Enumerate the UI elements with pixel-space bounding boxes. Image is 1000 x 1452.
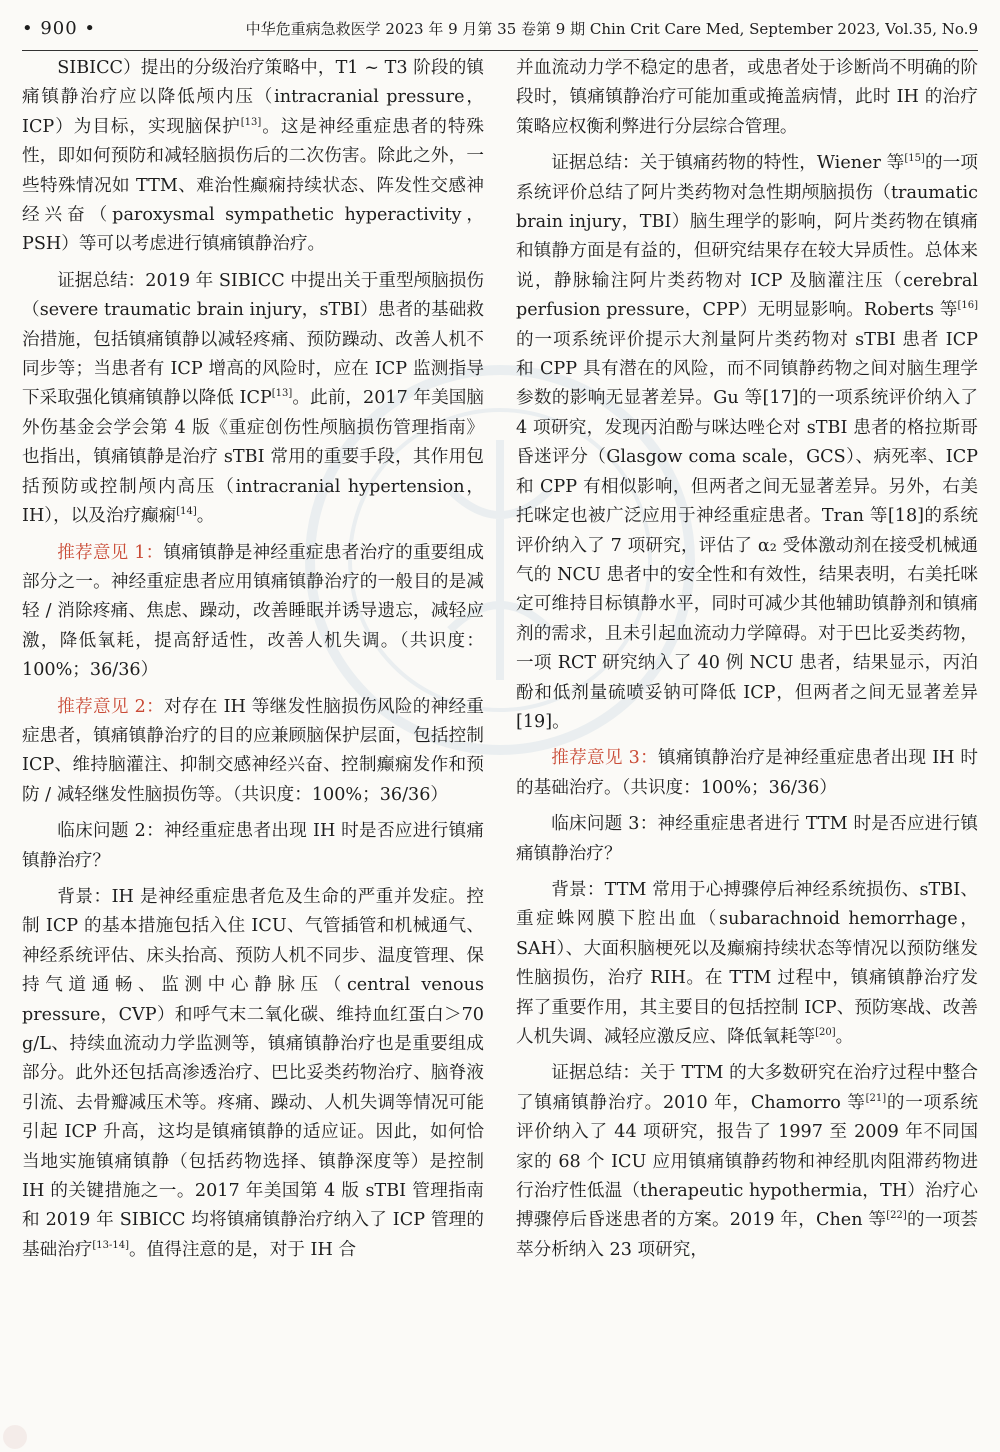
citation-reference: [14] <box>176 506 197 518</box>
paragraph-text: 临床问题 2：神经重症患者出现 IH 时是否应进行镇痛镇静治疗？ <box>22 821 484 871</box>
citation-reference: [13-14] <box>92 1239 130 1251</box>
left-column <box>22 54 484 1439</box>
paragraph-text: 背景：TTM 常用于心搏骤停后神经系统损伤、sTBI、重症蛛网膜下腔出血（subarachnoid hemorrhage，SAH）、大面积脑梗死以及癫痫持续状态等情况以预防继发性脑损伤，治疗 RIH。在 TTM 过程中，镇痛镇静治疗发挥了重要作用，其主要目的包括控制 ICP、预防寒战、改善人机失调、减轻应激反应、降低氧耗等 <box>516 879 978 1047</box>
paragraph-text: 并血流动力学不稳定的患者，或患者处于诊断尚不明确的阶段时，镇痛镇静治疗可能加重或掩盖病情，此时 IH 的治疗策略应权衡利弊进行分层综合管理。 <box>516 58 978 137</box>
citation-reference: [16] <box>957 300 978 312</box>
paragraph-text: 镇痛镇静治疗是神经重症患者出现 IH 时的基础治疗。（共识度：100%；36/36） <box>516 748 978 798</box>
body-paragraph <box>22 267 484 532</box>
paragraph-text: 对存在 IH 等继发性脑损伤风险的神经重症患者，镇痛镇静治疗的目的应兼顾脑保护层面，包括控制 ICP、维持脑灌注、抑制交感神经兴奋、控制癫痫发作和预防 / 减轻继发性脑损伤等。（共识度：100%；36/36） <box>22 696 484 805</box>
paragraph-text: 。 <box>835 1027 854 1047</box>
paragraph-text: 镇痛镇静是神经重症患者治疗的重要组成部分之一。神经重症患者应用镇痛镇静治疗的一般目的是减轻 / 消除疼痛、焦虑、躁动，改善睡眠并诱导遗忘，减轻应激，降低氧耗，提高舒适性，改善人机失调。（共识度：100%；36/36） <box>22 542 484 681</box>
page-number: • 900 • <box>22 17 97 39</box>
paragraph-text: SIBICC）提出的分级治疗策略中，T1 ~ T3 阶段的镇痛镇静治疗应以降低颅内压（intracranial pressure，ICP）为目标，实现脑保护 <box>22 58 484 137</box>
paragraph-text: 的一项系统评价总结了阿片类药物对急性期颅脑损伤（traumatic brain injury，TBI）脑生理学的影响，阿片类药物在镇痛和镇静方面是有益的，但研究结果存在较大异质性。总体来说，静脉输注阿片类药物对 ICP 及脑灌注压（cerebral perfusion pressure，CPP）无明显影响。Roberts 等 <box>516 153 978 321</box>
body-paragraph <box>516 876 978 1052</box>
citation-reference: [21] <box>865 1092 887 1104</box>
body-paragraph <box>516 810 978 869</box>
paragraph-text: 。此前，2017 年美国脑外伤基金会学会第 4 版《重症创伤性颅脑损伤管理指南》也指出，镇痛镇静是治疗 sTBI 常用的重要手段，其作用包括预防或控制颅内高压（intracranial hypertension，IH），以及治疗癫痫 <box>22 388 484 527</box>
recommendation-label: 推荐意见 1： <box>57 542 164 563</box>
citation-reference: [13] <box>271 388 293 400</box>
recommendation-label: 推荐意见 3： <box>551 748 659 769</box>
paragraph-text: 背景：IH 是神经重症患者危及生命的严重并发症。控制 ICP 的基本措施包括入住 ICU、气管插管和机械通气、神经系统评估、床头抬高、预防人机不同步、温度管理、保持气道通畅、监测中心静脉压（central venous pressure，CVP）和呼气末二氧化碳、维持血红蛋白＞70 g/L、持续血流动力学监测等，镇痛镇静治疗也是重要组成部分。此外还包括高渗透治疗、巴比妥类药物治疗、脑脊液引流、去骨瓣减压术等。疼痛、躁动、人机失调等情况可能引起 ICP 升高，这均是镇痛镇静的适应证。因此，如何恰当地实施镇痛镇静（包括药物选择、镇静深度等）是控制 IH 的关键措施之一。2017 年美国第 4 版 sTBI 管理指南和 2019 年 SIBICC 均将镇痛镇静治疗纳入了 ICP 管理的基础治疗 <box>22 886 484 1260</box>
paragraph-text: 。 <box>196 506 215 527</box>
paragraph-text: 临床问题 3：神经重症患者进行 TTM 时是否应进行镇痛镇静治疗？ <box>516 814 978 864</box>
paragraph-text: 。这是神经重症患者的特殊性，即如何预防和减轻脑损伤后的二次伤害。除此之外，一些特殊情况如 TTM、难治性癫痫持续状态、阵发性交感神经兴奋（paroxysmal sympathetic hyperactivity，PSH）等可以考虑进行镇痛镇静治疗。 <box>22 116 484 255</box>
citation-reference: [22] <box>886 1210 907 1222</box>
paragraph-text: 的一项系统评价提示大剂量阿片类药物对 sTBI 患者 ICP 和 CPP 具有潜在的风险，而不同镇静药物之间对脑生理学参数的影响无显著差异。Gu 等[17]的一项系统评价纳入了 4 项研究，发现丙泊酚与咪达唑仑对 sTBI 患者的格拉斯哥昏迷评分（Glasgow coma scale，GCS）、病死率、ICP 和 CPP 有相似影响，但两者之间无显著差异。另外，右美托咪定也被广泛应用于神经重症患者。Tran 等[18]的系统评价纳入了 7 项研究，评估了 α₂ 受体激动剂在接受机械通气的 NCU 患者中的安全性和有效性，结果表明，右美托咪定可维持目标镇静水平，同时可减少其他辅助镇静剂和镇痛剂的需求，且未引起血流动力学障碍。对于巴比妥类药物，一项 RCT 研究纳入了 40 例 NCU 患者，结果显示，丙泊酚和低剂量硫喷妥钠可降低 ICP，但两者之间无显著差异[19]。 <box>516 329 978 732</box>
paragraph-text: 。值得注意的是，对于 IH 合 <box>129 1239 357 1260</box>
citation-reference: [15] <box>904 153 925 165</box>
body-paragraph <box>516 54 978 142</box>
paragraph-text: 证据总结：2019 年 SIBICC 中提出关于重型颅脑损伤（severe traumatic brain injury，sTBI）患者的基础救治措施，包括镇痛镇静以减轻疼痛、预防躁动、改善人机不同步等；当患者有 ICP 增高的风险时，应在 ICP 监测指导下采取强化镇痛镇静以降低 ICP <box>22 270 484 409</box>
page-header <box>22 6 978 51</box>
body-paragraph <box>516 149 978 737</box>
paragraph-text: 的一项荟萃分析纳入 23 项研究， <box>516 1210 978 1260</box>
body-paragraph <box>516 1059 978 1265</box>
body-paragraph <box>22 693 484 811</box>
citation-reference: [13] <box>240 116 262 128</box>
right-column <box>516 54 978 1439</box>
paragraph-text: 证据总结：关于镇痛药物的特性，Wiener 等 <box>551 153 905 174</box>
article-body <box>22 54 978 1439</box>
body-paragraph <box>22 539 484 686</box>
citation-reference: [20] <box>815 1027 836 1039</box>
recommendation-label: 推荐意见 2： <box>57 696 165 717</box>
journal-citation-line: 中华危重病急救医学 2023 年 9 月第 35 卷第 9 期 Chin Crit Care Med, September 2023, Vol.35, No.9 <box>245 19 978 38</box>
paragraph-text: 的一项系统评价纳入了 44 项研究，报告了 1997 至 2009 年不同国家的 68 个 ICU 应用镇痛镇静药物和神经肌肉阻滞药物进行治疗性低温（therapeutic hypothermia，TH）治疗心搏骤停后昏迷患者的方案。2019 年，Chen 等 <box>516 1092 978 1231</box>
body-paragraph <box>22 54 484 260</box>
body-paragraph <box>22 883 484 1265</box>
body-paragraph <box>516 744 978 803</box>
body-paragraph <box>22 817 484 876</box>
paragraph-text: 证据总结：关于 TTM 的大多数研究在治疗过程中整合了镇痛镇静治疗。2010 年，Chamorro 等 <box>516 1063 978 1113</box>
